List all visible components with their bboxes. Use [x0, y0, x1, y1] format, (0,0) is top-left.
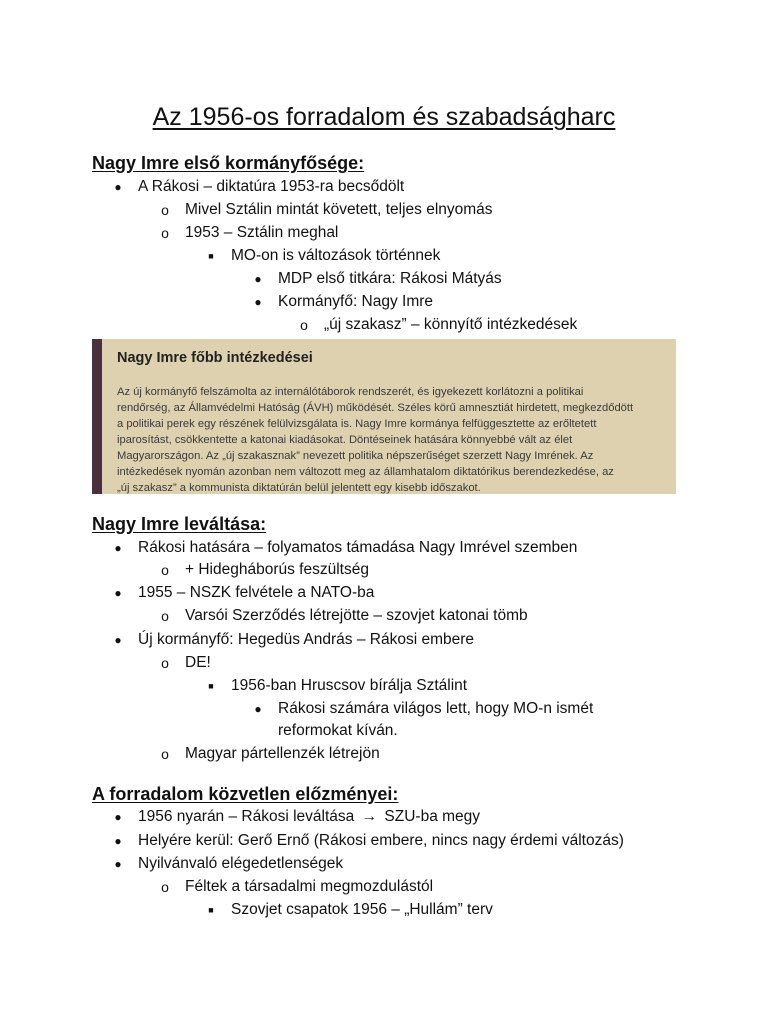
list-item-continuation: reformokat kíván. — [278, 722, 398, 739]
bullet-circle: o — [161, 608, 169, 624]
list-item: A Rákosi – diktatúra 1953-ra becsődölt — [138, 178, 405, 195]
bullet-disc: ● — [254, 295, 262, 309]
bullet-circle: o — [161, 746, 169, 762]
callout-text-line: intézkedések nyomán azonban nem változott meg az államhatalom diktatórikus berendezkedése, az — [117, 466, 614, 478]
callout-text-line: a politikai perek egy részének felülvizsgálata is. Nagy Imre kormánya felfüggesztette az erőltetett — [117, 418, 597, 430]
bullet-disc: ● — [114, 586, 122, 600]
list-item: 1953 – Sztálin meghal — [185, 224, 339, 241]
bullet-disc: ● — [114, 857, 122, 871]
list-item: Kormányfő: Nagy Imre — [278, 293, 434, 310]
list-item: Helyére kerül: Gerő Ernő (Rákosi embere, nincs nagy érdemi változás) — [138, 832, 624, 849]
bullet-circle: o — [161, 562, 169, 578]
bullet-disc: ● — [114, 541, 122, 555]
bullet-disc: ● — [114, 180, 122, 194]
bullet-disc: ● — [254, 702, 262, 716]
bullet-circle: o — [300, 317, 308, 333]
bullet-disc: ● — [254, 272, 262, 286]
list-item: DE! — [185, 654, 211, 671]
section-heading-antecedents: A forradalom közvetlen előzményei: — [92, 784, 399, 804]
callout-text-line: Az új kormányfő felszámolta az internálótáborok rendszerét, és igyekezett korlátozni a politikai — [117, 386, 584, 398]
callout-text-line: rendőrség, az Államvédelmi Hatóság (ÁVH) működését. Széles körű amnesztiát hirdetett, megkezdődött — [117, 402, 634, 414]
list-item-text: SZU-ba megy — [384, 808, 481, 825]
callout-text-line: Magyarországon. Az „új szakasznak” nevezett politika népszerűséget szerzett Nagy Imrének. Az — [117, 450, 594, 462]
list-item: Varsói Szerződés létrejötte – szovjet katonai tömb — [185, 607, 528, 624]
bullet-square: ■ — [208, 681, 214, 691]
list-item: Rákosi hatására – folyamatos támadása Nagy Imrével szemben — [138, 539, 578, 556]
list-item: Féltek a társadalmi megmozdulástól — [185, 878, 434, 895]
bullet-circle: o — [161, 202, 169, 218]
list-item: MDP első titkára: Rákosi Mátyás — [278, 270, 502, 287]
list-item: Rákosi számára világos lett, hogy MO-n ismét — [278, 700, 594, 717]
bullet-disc: ● — [114, 834, 122, 848]
list-item: + Hidegháborús feszültség — [185, 561, 369, 578]
list-item: 1955 – NSZK felvétele a NATO-ba — [138, 584, 375, 601]
callout-text-line: iparosítást, csökkentette a katonai kiadásokat. Döntéseinek hatására könnyebbé vált az élet — [117, 434, 573, 446]
list-item: Új kormányfő: Hegedüs András – Rákosi embere — [138, 631, 474, 648]
list-item: Magyar pártellenzék létrejön — [185, 745, 380, 762]
bullet-circle: o — [161, 879, 169, 895]
right-arrow-icon: → — [361, 808, 378, 825]
bullet-circle: o — [161, 655, 169, 671]
section-heading-dismissal: Nagy Imre leváltása: — [92, 514, 267, 534]
list-item — [138, 806, 480, 828]
list-item: „új szakasz” – könnyítő intézkedések — [324, 316, 578, 333]
callout-text-line: „új szakasz” a kommunista diktatúrán belül jelentett egy kisebb időszakot. — [117, 482, 481, 494]
bullet-square: ■ — [208, 251, 214, 261]
list-item: Nyilvánvaló elégedetlenségek — [138, 855, 344, 872]
list-item: Szovjet csapatok 1956 – „Hullám” terv — [231, 901, 493, 918]
bullet-square: ■ — [208, 905, 214, 915]
list-item: 1956-ban Hruscsov bírálja Sztálint — [231, 677, 468, 694]
bullet-disc: ● — [114, 633, 122, 647]
bullet-circle: o — [161, 225, 169, 241]
callout-title: Nagy Imre főbb intézkedései — [117, 350, 313, 366]
bullet-disc: ● — [114, 810, 122, 824]
list-item-text: 1956 nyarán – Rákosi leváltása — [138, 808, 355, 825]
measures-callout-box — [92, 339, 676, 494]
document-title: Az 1956-os forradalom és szabadságharc — [152, 103, 616, 131]
list-item: MO-on is változások történnek — [231, 247, 441, 264]
section-heading-first-premiership: Nagy Imre első kormányfősége: — [92, 153, 365, 173]
list-item: Mivel Sztálin mintát követett, teljes elnyomás — [185, 201, 493, 218]
